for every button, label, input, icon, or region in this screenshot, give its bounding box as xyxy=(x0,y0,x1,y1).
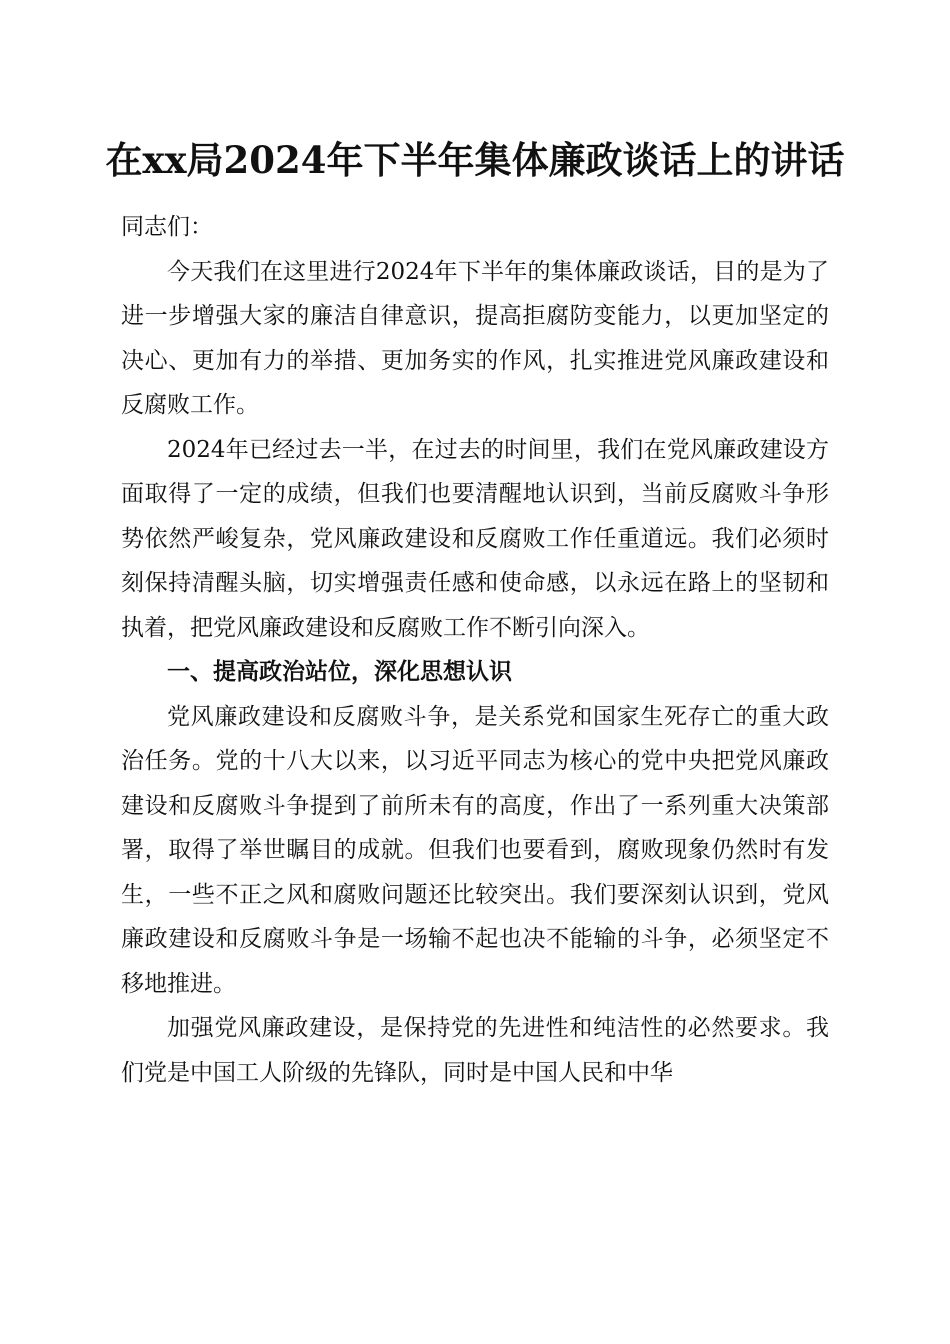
paragraph-4: 加强党风廉政建设，是保持党的先进性和纯洁性的必然要求。我们党是中国工人阶级的先锋队，同时是中国人民和中华 xyxy=(121,1015,829,1086)
paragraph-3: 党风廉政建设和反腐败斗争，是关系党和国家生死存亡的重大政治任务。党的十八大以来，以习近平同志为核心的党中央把党风廉政建设和反腐败斗争提到了前所未有的高度，作出了一系列重大决策部署，取得了举世瞩目的成就。但我们也要看到，腐败现象仍然时有发生，一些不正之风和腐败问题还比较突出。我们要深刻认识到，党风廉政建设和反腐败斗争是一场输不起也决不能输的斗争，必须坚定不移地推进。 xyxy=(121,703,829,997)
salutation: 同志们： xyxy=(121,214,213,240)
paragraph-1: 今天我们在这里进行2024年下半年的集体廉政谈话，目的是为了进一步增强大家的廉洁自律意识，提高拒腐防变能力，以更加坚定的决心、更加有力的举措、更加务实的作风，扎实推进党风廉政建设和反腐败工作。 xyxy=(121,258,829,418)
paragraph-2: 2024年已经过去一半，在过去的时间里，我们在党风廉政建设方面取得了一定的成绩，但我们也要清醒地认识到，当前反腐败斗争形势依然严峻复杂，党风廉政建设和反腐败工作任重道远。我们必须时刻保持清醒头脑，切实增强责任感和使命感，以永远在路上的坚韧和执着，把党风廉政建设和反腐败工作不断引向深入。 xyxy=(121,436,829,641)
document-title: 在xx局2024年下半年集体廉政谈话上的讲话 xyxy=(105,138,845,182)
section-heading-1: 一、提高政治站位，深化思想认识 xyxy=(167,659,512,685)
document-body xyxy=(121,205,829,1095)
